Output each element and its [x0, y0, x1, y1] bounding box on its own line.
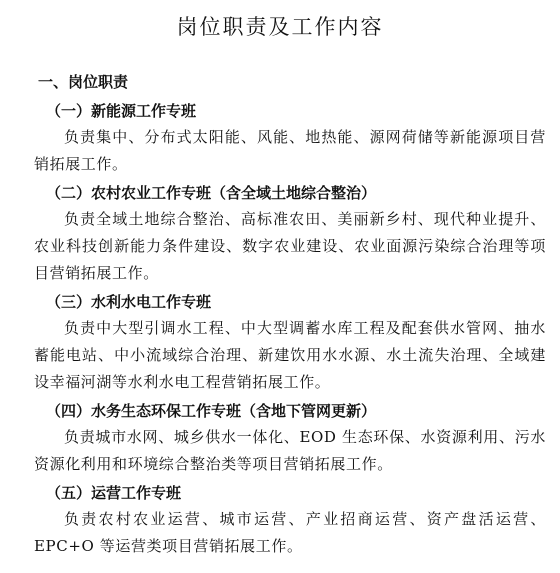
- subsection-heading: （三）水利水电工作专班: [46, 293, 212, 311]
- subsection: [34, 289, 546, 396]
- subsection: [34, 398, 546, 478]
- subsection: [34, 480, 546, 560]
- subsection-paragraph: 负责集中、分布式太阳能、风能、地热能、源网荷储等新能源项目营销拓展工作。: [34, 128, 546, 173]
- subsection-paragraph: 负责全域土地综合整治、高标准农田、美丽新乡村、现代种业提升、农业科技创新能力条件建设、数字农业建设、农业面源污染综合治理等项目营销拓展工作。: [34, 210, 546, 282]
- subsection-heading: （二）农村农业工作专班（含全域土地综合整治）: [46, 184, 377, 202]
- subsection-paragraph: 负责中大型引调水工程、中大型调蓄水库工程及配套供水管网、抽水蓄能电站、中小流域综合治理、新建饮用水水源、水土流失治理、全域建设幸福河湖等水利水电工程营销拓展工作。: [34, 319, 546, 391]
- subsection-heading: （四）水务生态环保工作专班（含地下管网更新）: [46, 402, 377, 420]
- subsection-heading: （一）新能源工作专班: [46, 102, 197, 120]
- subsection-paragraph: 负责城市水网、城乡供水一体化、EOD 生态环保、水资源利用、污水资源化利用和环境综合整治类等项目营销拓展工作。: [34, 428, 546, 473]
- page-title: 岗位职责及工作内容: [176, 15, 384, 39]
- section-heading: 一、岗位职责: [38, 73, 129, 91]
- subsection: [34, 180, 546, 287]
- subsection: [34, 98, 546, 178]
- subsection-paragraph: 负责农村农业运营、城市运营、产业招商运营、资产盘活运营、EPC+O 等运营类项目营销拓展工作。: [34, 510, 546, 555]
- subsection-heading: （五）运营工作专班: [46, 484, 182, 502]
